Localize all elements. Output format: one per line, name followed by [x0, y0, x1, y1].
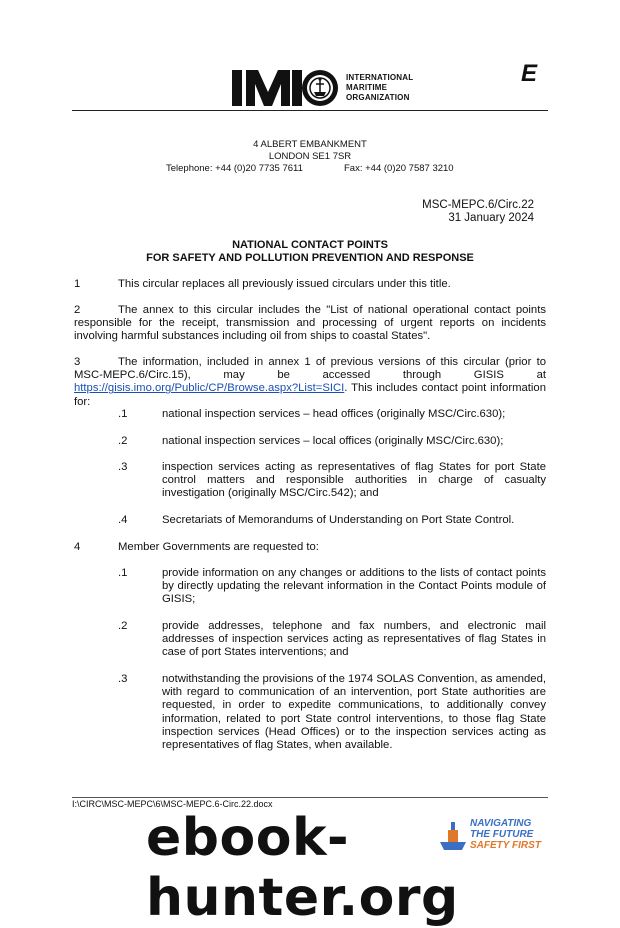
organization-name — [346, 73, 413, 103]
list-item-number: .1 — [118, 408, 128, 420]
list-item-number: .1 — [118, 567, 128, 579]
list-item-number: .4 — [118, 514, 128, 526]
paragraph-text: Member Governments are requested to: — [118, 541, 319, 553]
title-line-2: FOR SAFETY AND POLLUTION PREVENTION AND RESPONSE — [146, 252, 474, 264]
list-item-text: provide information on any changes or additions to the lists of contact points by directly updating the relevant information in the Contact Points module of GISIS; — [162, 567, 546, 606]
language-letter: E — [521, 60, 538, 87]
list-item-text: national inspection services – head offices (originally MSC/Circ.630); — [162, 408, 506, 420]
list-item — [118, 673, 546, 752]
imo-logo — [232, 66, 432, 110]
paragraph-text: The information, included in annex 1 of previous versions of this circular (prior to MSC-MEPC.6/Circ.15), may be accessed through GISIS at — [74, 356, 546, 382]
paragraph-text: The annex to this circular includes the "List of national operational contact points responsible for the receipt, transmission and processing of urgent reports on incidents involving harmful substances including oil from ships to coastal States". — [74, 304, 546, 343]
paragraph-number: 1 — [74, 278, 81, 290]
list-item-number: .3 — [118, 673, 128, 685]
list-item-text: provide addresses, telephone and fax numbers, and electronic mail addresses of inspection services acting as representatives of flag States in case of port States interventions; and — [162, 620, 546, 659]
list-item — [118, 408, 546, 421]
org-line-2: MARITIME — [346, 83, 388, 92]
nav-line-2: THE FUTURE — [470, 829, 534, 840]
paragraph-text-end: . This includes contact point information for: — [74, 382, 546, 408]
org-line-1: INTERNATIONAL — [346, 73, 414, 82]
list-item-number: .2 — [118, 620, 128, 632]
list-item — [118, 567, 546, 607]
paragraph-3 — [74, 356, 546, 409]
list-item — [118, 514, 546, 527]
paragraph-text: This circular replaces all previously issued circulars under this title. — [118, 278, 451, 290]
document-reference: MSC-MEPC.6/Circ.22 — [422, 199, 534, 211]
nav-line-1: NAVIGATING — [470, 818, 532, 829]
telephone: Telephone: +44 (0)20 7735 7611 — [166, 163, 303, 174]
paragraph-4 — [74, 541, 546, 554]
nav-line-3: SAFETY FIRST — [470, 840, 541, 851]
paragraph-number: 3 — [74, 356, 81, 368]
imo-wordmark-icon — [232, 68, 340, 108]
list-item-number: .2 — [118, 435, 128, 447]
paragraph-2 — [74, 304, 546, 344]
watermark: ebook-hunter.org — [146, 808, 459, 928]
list-item-number: .3 — [118, 461, 128, 473]
address-line-2: LONDON SE1 7SR — [268, 151, 352, 162]
list-item-text: inspection services acting as representatives of flag States for port State control matters and responsible authorities in charge of casualty investigation (originally MSC/Circ.542); and — [162, 461, 546, 500]
list-item — [118, 435, 546, 448]
org-line-3: ORGANIZATION — [346, 93, 410, 102]
address-line-1: 4 ALBERT EMBANKMENT — [253, 139, 367, 150]
footer-divider — [72, 797, 548, 798]
fax: Fax: +44 (0)20 7587 3210 — [344, 163, 454, 174]
paragraph-number: 4 — [74, 541, 81, 553]
paragraph-1 — [74, 278, 546, 291]
header-divider — [72, 110, 548, 111]
list-item-text: Secretariats of Memorandums of Understanding on Port State Control. — [162, 514, 515, 526]
file-path: I:\CIRC\MSC-MEPC\6\MSC-MEPC.6-Circ.22.docx — [72, 799, 273, 809]
document-date: 31 January 2024 — [448, 212, 534, 224]
list-item — [118, 461, 546, 501]
list-item-text: notwithstanding the provisions of the 1974 SOLAS Convention, as amended, with regard to communication of an intervention, port State authorities are requested, in order to expedite communications, to additionally convey information, related to port State control interventions, to those flag State inspection services (Head Offices) or to the inspection services acting as representatives of flag States, when available. — [162, 673, 546, 752]
paragraph-number: 2 — [74, 304, 81, 316]
list-item-text: national inspection services – local offices (originally MSC/Circ.630); — [162, 435, 504, 447]
gisis-link[interactable]: https://gisis.imo.org/Public/CP/Browse.aspx?List=SICI — [74, 382, 345, 395]
list-item — [118, 620, 546, 660]
title-line-1: NATIONAL CONTACT POINTS — [232, 239, 388, 251]
